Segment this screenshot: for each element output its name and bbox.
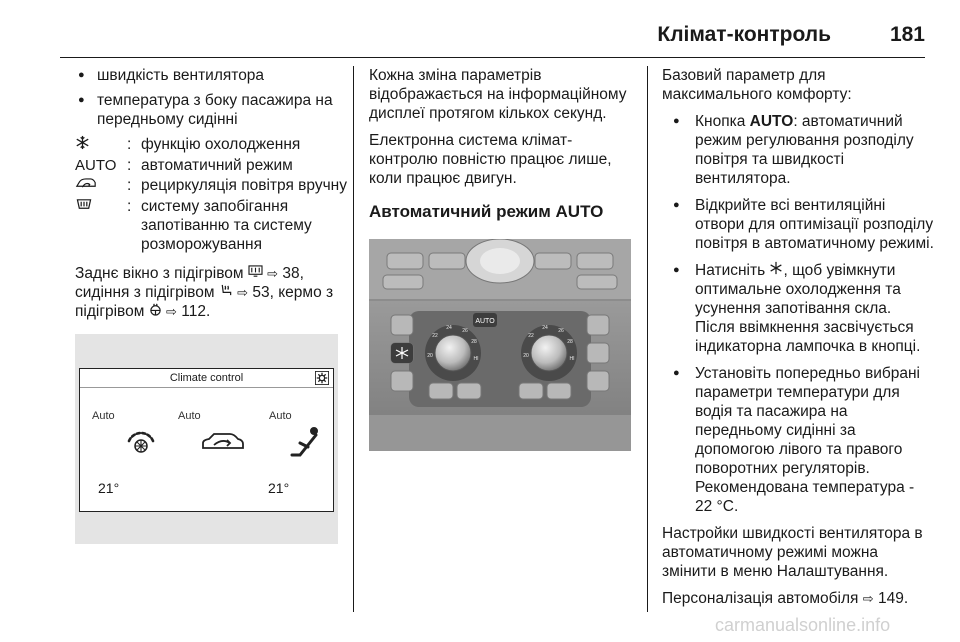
driver-temperature: 21° bbox=[98, 480, 120, 496]
paragraph: Базовий параметр для максимального комфорту: bbox=[662, 67, 852, 103]
page-number: 181 bbox=[889, 23, 925, 46]
rear-window-heating-icon bbox=[248, 265, 263, 282]
svg-text:24: 24 bbox=[542, 325, 548, 331]
rear-defrost-icon bbox=[75, 197, 127, 254]
definition-text: автоматичний режим bbox=[141, 157, 293, 174]
heated-seat-icon bbox=[219, 284, 233, 301]
column-left bbox=[75, 66, 347, 329]
snowflake-icon bbox=[75, 135, 127, 155]
list-item: ● Відкрийте всі вентиляційні отвори для оптимізації розподілу повітря в автоматичному режимі. bbox=[662, 196, 934, 253]
svg-text:HI: HI bbox=[473, 356, 479, 362]
auto-key: AUTO bbox=[75, 157, 117, 174]
svg-text:26: 26 bbox=[558, 328, 564, 334]
column-right bbox=[662, 66, 934, 616]
list-item: ● швидкість вентилятора bbox=[75, 66, 347, 85]
svg-text:AUTO: AUTO bbox=[475, 318, 495, 325]
page-ref-arrow-icon: ⇨ bbox=[862, 591, 874, 606]
definition-text: рециркуляція повітря вручну bbox=[141, 177, 347, 194]
seat-airflow-icon bbox=[288, 427, 320, 457]
recirculation-icon bbox=[75, 176, 127, 196]
definition-text: функцію охолодження bbox=[141, 136, 301, 153]
svg-text:HI: HI bbox=[569, 356, 575, 362]
paragraph: Електронна система клімат-контролю повністю працює лише, коли працює двигун. bbox=[369, 132, 612, 187]
svg-text:22: 22 bbox=[528, 333, 534, 339]
climate-display-illustration bbox=[75, 334, 338, 544]
definition-item: : функцію охолодження bbox=[75, 135, 347, 155]
air-distribution-mode-label: Auto bbox=[269, 410, 292, 422]
fan-mode-label: Auto bbox=[92, 410, 115, 422]
page-header bbox=[60, 18, 925, 58]
control-panel-photo bbox=[369, 239, 631, 451]
fan-auto-icon bbox=[124, 421, 158, 455]
list-item: ● Натисніть , щоб увімкнути оптимальне охолодження та усунення запотівання скла. Після ввімкнення засвічується індикаторна лампочка в кнопці. bbox=[662, 261, 934, 356]
paragraph: Персоналізація автомобіля ⇨ 149. bbox=[662, 590, 909, 607]
list-item: ● температура з боку пасажира на передньому сидінні bbox=[75, 91, 347, 129]
svg-text:22: 22 bbox=[432, 333, 438, 339]
snowflake-icon bbox=[769, 262, 783, 279]
definition-list bbox=[75, 135, 347, 254]
definition-text: систему запобігання запотіванню та систему розморожування bbox=[141, 198, 312, 253]
paragraph: Кожна зміна параметрів відображається на інформаційному дисплеї протягом кількох секунд. bbox=[369, 67, 627, 122]
car-recirculation-icon bbox=[200, 431, 246, 453]
list-item: ● Кнопка AUTO: автоматичний режим регулювання розподілу повітря та швидкості вентилятора. bbox=[662, 112, 934, 188]
section-heading: Автоматичний режим AUTO bbox=[369, 202, 604, 221]
page-ref-arrow-icon: ⇨ bbox=[237, 285, 249, 300]
page-ref-arrow-icon: ⇨ bbox=[267, 266, 279, 281]
column-middle bbox=[369, 66, 633, 221]
cross-reference-paragraph: Заднє вікно з підігрівом ⇨ 38, сидіння з підігрівом ⇨ 53, кермо з підігрівом ⇨ 112. bbox=[75, 265, 334, 320]
column-divider bbox=[647, 66, 648, 612]
column-divider bbox=[353, 66, 354, 612]
page-ref-arrow-icon: ⇨ bbox=[166, 304, 177, 319]
definition-item: : рециркуляція повітря вручну bbox=[75, 176, 347, 196]
settings-icon bbox=[315, 371, 329, 385]
svg-text:26: 26 bbox=[462, 328, 468, 334]
svg-text:28: 28 bbox=[471, 339, 477, 345]
watermark: carmanualsonline.info bbox=[715, 615, 891, 635]
display-screen bbox=[79, 368, 334, 512]
svg-text:28: 28 bbox=[567, 339, 573, 345]
definition-item: : систему запобігання запотіванню та систему розморожування bbox=[75, 197, 347, 254]
svg-text:20: 20 bbox=[523, 353, 529, 359]
display-title: Climate control bbox=[169, 372, 244, 384]
svg-text:20: 20 bbox=[427, 353, 433, 359]
heated-steering-wheel-icon bbox=[149, 303, 162, 320]
svg-text:24: 24 bbox=[446, 325, 452, 331]
auto-key: AUTO bbox=[749, 113, 794, 130]
list-item: ● Установіть попередньо вибрані параметри температури для водія та пасажира на передньому сидінні за допомогою лівого та правого поворотних регуляторів. Рекомендована температура - 22 °C. bbox=[662, 364, 934, 516]
recirculation-mode-label: Auto bbox=[178, 410, 201, 422]
section-title: Клімат-контроль bbox=[657, 23, 831, 46]
paragraph: Настройки швидкості вентилятора в автоматичному режимі можна змінити в меню Налаштування. bbox=[662, 525, 923, 580]
passenger-temperature: 21° bbox=[268, 480, 290, 496]
definition-item: AUTO : автоматичний режим bbox=[75, 156, 347, 175]
